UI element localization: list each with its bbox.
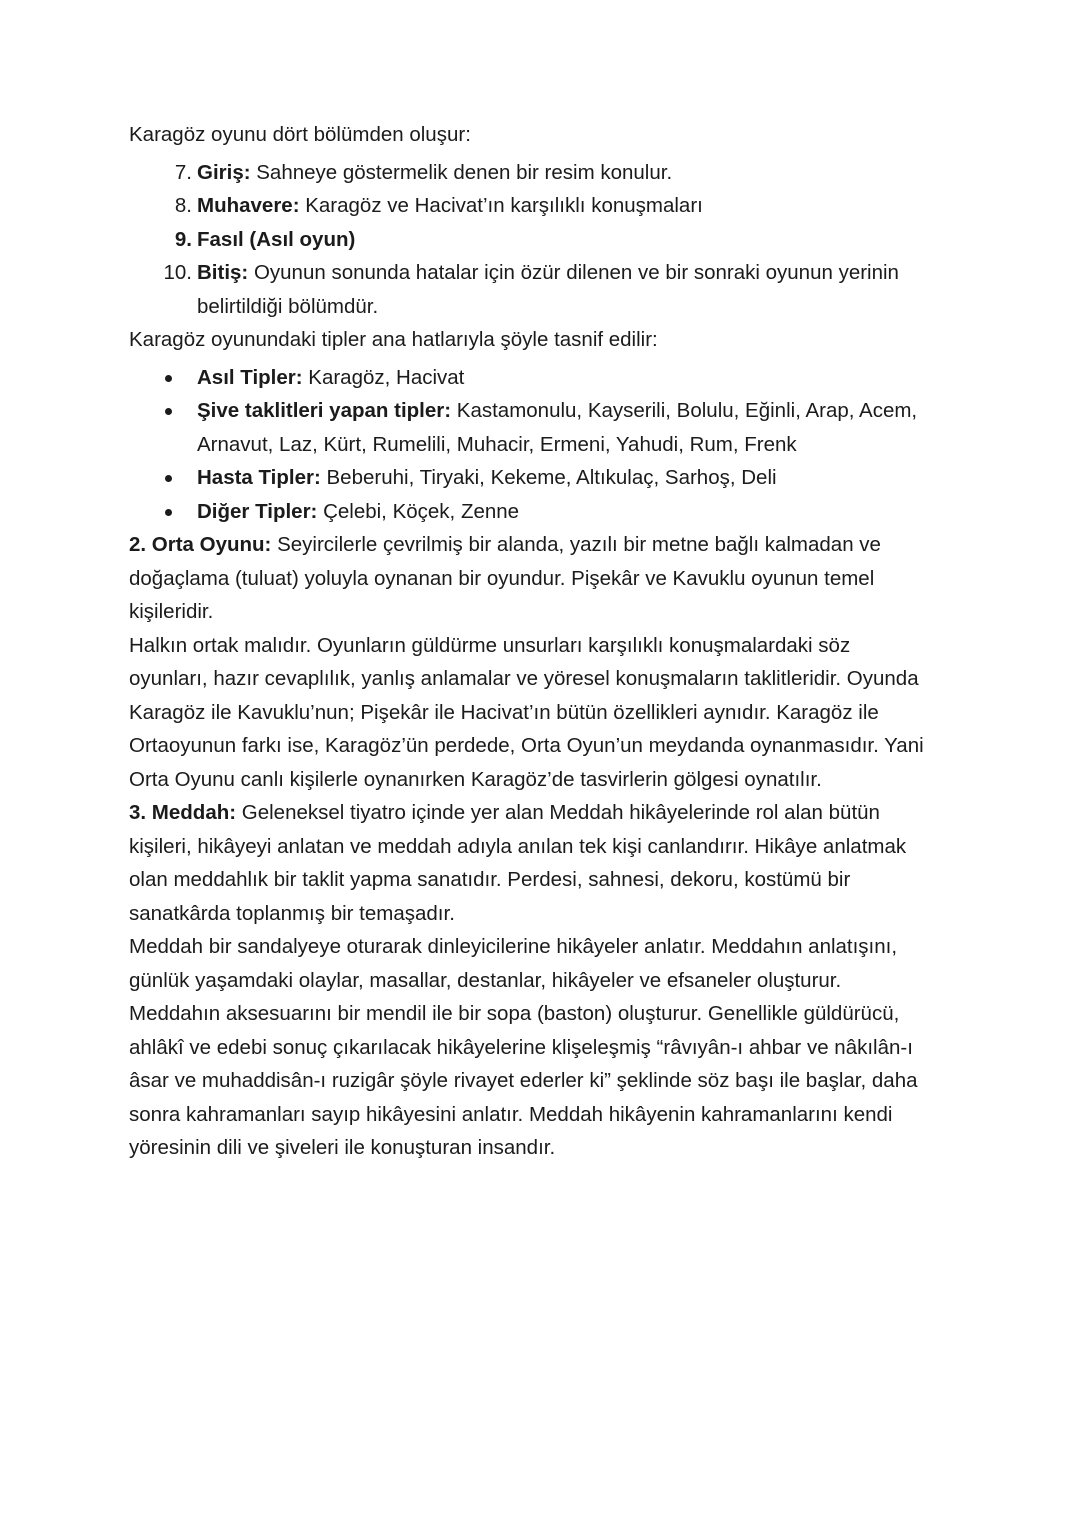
karagoz-types-bullet-list <box>129 361 930 529</box>
list-item-lead: Diğer Tipler: <box>197 499 318 523</box>
list-item-lead: Muhavere: <box>197 194 300 217</box>
section-meddah-narration <box>129 930 930 997</box>
list-item-text: Karagöz ve Hacivat’ın karşılıklı konuşmaları <box>299 194 703 217</box>
list-item-text: Karagöz, Hacivat <box>302 365 465 389</box>
section-text: Geleneksel tiyatro içinde yer alan Meddah hikâyelerinde rol alan bütün kişileri, hikâyeyi anlatan ve meddah adıyla anılan tek kişi canlandırır. Hikâye anlatmak olan meddahlık bir taklit yapma sanatıdır. Perdesi, sahnesi, dekoru, kostümü bir sanatkârda toplanmış bir temaşadır. <box>129 801 907 925</box>
list-item <box>129 495 930 529</box>
bullet-dot-icon <box>165 375 172 382</box>
list-item <box>129 256 930 323</box>
list-item-number: 9. <box>174 227 192 251</box>
list-item-number: 7. <box>174 160 192 184</box>
list-item <box>129 189 930 223</box>
karagoz-sections-numbered-list <box>129 156 930 324</box>
list-item-lead: Asıl Tipler: <box>197 365 303 389</box>
section-text: Halkın ortak malıdır. Oyunların güldürme unsurları karşılıklı konuşmalardaki söz oyunları, hazır cevaplılık, yanlış anlamalar ve yöresel konuşmaların taklitleridir. Oyunda Karagöz ile Kavuklu’nun; Pişekâr ile Hacivat’ın bütün özellikleri aynıdır. Karagöz ile Ortaoyunun farkı ise, Karagöz’ün perdede, Orta Oyun’un meydanda oynanmasıdır. Yani Orta Oyunu canlı kişilerle oynanırken Karagöz’de tasvirlerin gölgesi oynatılır. <box>129 633 924 791</box>
section-meddah <box>129 796 930 930</box>
list-item-lead: Hasta Tipler: <box>197 466 321 489</box>
section-text: Meddah bir sandalyeye oturarak dinleyicilerine hikâyeler anlatır. Meddahın anlatışını, günlük yaşamdaki olaylar, masallar, destanlar, hikâyeler ve efsaneler oluşturur. <box>129 935 898 992</box>
list-item-lead: Bitiş: <box>197 261 249 284</box>
section-meddah-accessories <box>129 997 930 1165</box>
list-item <box>129 361 930 395</box>
list-item-number: 8. <box>174 194 192 217</box>
document-body <box>129 118 930 1165</box>
intro-paragraph: Karagöz oyunu dört bölümden oluşur: <box>129 123 471 146</box>
list-item <box>129 394 930 461</box>
bullet-dot-icon <box>165 408 172 415</box>
list-item <box>129 461 930 495</box>
types-intro-paragraph: Karagöz oyunundaki tipler ana hatlarıyla şöyle tasnif edilir: <box>129 328 658 351</box>
section-heading-lead: 3. Meddah: <box>129 801 237 824</box>
bullet-dot-icon <box>165 509 172 516</box>
list-item-text: Çelebi, Köçek, Zenne <box>317 499 520 523</box>
section-text: Meddahın aksesuarını bir mendil ile bir sopa (baston) oluşturur. Genellikle güldürücü, ahlâkî ve edebi sonuç çıkarılacak hikâyelerine klişeleşmiş “râvıyân-ı ahbar ve nâkılân-ı âsar ve muhaddisân-ı ruzigâr şöyle rivayet ederler ki” şeklinde söz başı ile başlar, daha sonra kahramanları sayıp hikâyesini anlatır. Meddah hikâyenin kahramanlarını kendi yöresinin dili ve şiveleri ile konuşturan insandır. <box>129 1002 918 1159</box>
list-item-number: 10. <box>163 261 192 284</box>
list-item-text: Sahneye göstermelik denen bir resim konulur. <box>250 160 673 184</box>
section-orta-oyunu-detail <box>129 629 930 797</box>
list-item-lead: Fasıl (Asıl oyun) <box>197 227 356 251</box>
list-item-lead: Şive taklitleri yapan tipler: <box>197 399 452 422</box>
list-item-lead: Giriş: <box>197 160 251 184</box>
list-item <box>129 223 930 257</box>
list-item-text: Oyunun sonunda hatalar için özür dilenen ve bir sonraki oyunun yerinin belirtildiği bölümdür. <box>197 261 899 318</box>
section-orta-oyunu <box>129 528 930 629</box>
section-text: Seyircilerle çevrilmiş bir alanda, yazılı bir metne bağlı kalmadan ve doğaçlama (tuluat) yoluyla oynanan bir oyundur. Pişekâr ve Kavuklu oyunun temel kişileridir. <box>129 533 881 623</box>
list-item-text: Beberuhi, Tiryaki, Kekeme, Altıkulaç, Sarhoş, Deli <box>320 466 777 489</box>
list-item <box>129 156 930 190</box>
list-item-text: Kastamonulu, Kayserili, Bolulu, Eğinli, Arap, Acem, Arnavut, Laz, Kürt, Rumelili, Muhacir, Ermeni, Yahudi, Rum, Frenk <box>197 399 918 456</box>
section-heading-lead: 2. Orta Oyunu: <box>129 533 272 556</box>
bullet-dot-icon <box>165 475 172 482</box>
